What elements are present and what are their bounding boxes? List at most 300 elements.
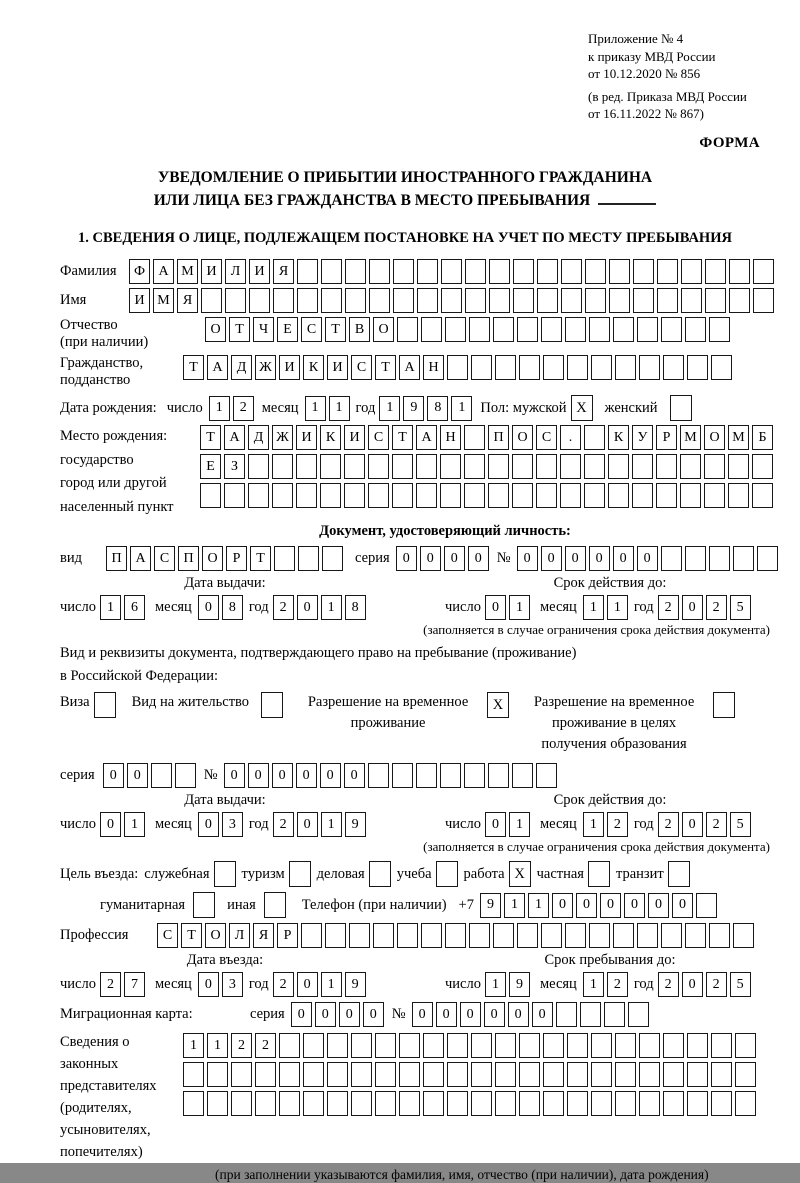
- char-cell[interactable]: [495, 1033, 516, 1058]
- char-cell[interactable]: [565, 923, 586, 948]
- char-cell[interactable]: [279, 1091, 300, 1116]
- char-cell[interactable]: [663, 355, 684, 380]
- char-cell[interactable]: 0: [396, 546, 417, 571]
- char-cell[interactable]: [519, 1033, 540, 1058]
- char-cell[interactable]: Л: [229, 923, 250, 948]
- char-cell[interactable]: К: [608, 425, 629, 450]
- char-cell[interactable]: [729, 259, 750, 284]
- char-cell[interactable]: [207, 1062, 228, 1087]
- char-cell[interactable]: [681, 288, 702, 313]
- char-cell[interactable]: 1: [607, 595, 628, 620]
- char-cell[interactable]: [591, 1091, 612, 1116]
- char-cell[interactable]: 0: [297, 812, 318, 837]
- char-cell[interactable]: [585, 259, 606, 284]
- char-cell[interactable]: [680, 454, 701, 479]
- char-cell[interactable]: 2: [233, 396, 254, 421]
- char-cell[interactable]: 0: [412, 1002, 433, 1027]
- char-cell[interactable]: [585, 288, 606, 313]
- char-cell[interactable]: [183, 1062, 204, 1087]
- char-cell[interactable]: С: [157, 923, 178, 948]
- char-cell[interactable]: [639, 355, 660, 380]
- temp-residence-checkbox[interactable]: Х: [487, 692, 509, 718]
- char-cell[interactable]: 1: [209, 396, 230, 421]
- char-cell[interactable]: [637, 923, 658, 948]
- char-cell[interactable]: [567, 355, 588, 380]
- char-cell[interactable]: 3: [222, 812, 243, 837]
- char-cell[interactable]: [464, 425, 485, 450]
- char-cell[interactable]: И: [327, 355, 348, 380]
- char-cell[interactable]: 1: [321, 595, 342, 620]
- char-cell[interactable]: [349, 923, 370, 948]
- char-cell[interactable]: Е: [200, 454, 221, 479]
- char-cell[interactable]: [345, 259, 366, 284]
- char-cell[interactable]: [728, 483, 749, 508]
- char-cell[interactable]: [705, 259, 726, 284]
- char-cell[interactable]: [272, 454, 293, 479]
- char-cell[interactable]: [543, 1062, 564, 1087]
- char-cell[interactable]: [711, 1033, 732, 1058]
- char-cell[interactable]: [447, 1033, 468, 1058]
- char-cell[interactable]: [615, 1091, 636, 1116]
- char-cell[interactable]: [274, 546, 295, 571]
- char-cell[interactable]: [351, 1091, 372, 1116]
- char-cell[interactable]: 1: [124, 812, 145, 837]
- char-cell[interactable]: [327, 1062, 348, 1087]
- char-cell[interactable]: 2: [255, 1033, 276, 1058]
- char-cell[interactable]: 2: [273, 595, 294, 620]
- char-cell[interactable]: М: [680, 425, 701, 450]
- char-cell[interactable]: [632, 454, 653, 479]
- char-cell[interactable]: [297, 288, 318, 313]
- char-cell[interactable]: [657, 259, 678, 284]
- char-cell[interactable]: П: [106, 546, 127, 571]
- char-cell[interactable]: [373, 923, 394, 948]
- char-cell[interactable]: [495, 355, 516, 380]
- char-cell[interactable]: [272, 483, 293, 508]
- char-cell[interactable]: [639, 1033, 660, 1058]
- char-cell[interactable]: Т: [375, 355, 396, 380]
- char-cell[interactable]: А: [224, 425, 245, 450]
- char-cell[interactable]: Т: [392, 425, 413, 450]
- char-cell[interactable]: [465, 259, 486, 284]
- char-cell[interactable]: 0: [339, 1002, 360, 1027]
- char-cell[interactable]: 2: [706, 812, 727, 837]
- char-cell[interactable]: [687, 1062, 708, 1087]
- char-cell[interactable]: [560, 454, 581, 479]
- char-cell[interactable]: 1: [583, 595, 604, 620]
- char-cell[interactable]: [589, 923, 610, 948]
- char-cell[interactable]: 9: [345, 972, 366, 997]
- purpose-tourism-checkbox[interactable]: [289, 861, 311, 887]
- char-cell[interactable]: П: [178, 546, 199, 571]
- purpose-transit-checkbox[interactable]: [668, 861, 690, 887]
- char-cell[interactable]: [440, 483, 461, 508]
- char-cell[interactable]: 2: [658, 595, 679, 620]
- char-cell[interactable]: 0: [344, 763, 365, 788]
- char-cell[interactable]: З: [224, 454, 245, 479]
- char-cell[interactable]: [656, 454, 677, 479]
- char-cell[interactable]: .: [560, 425, 581, 450]
- char-cell[interactable]: 0: [565, 546, 586, 571]
- char-cell[interactable]: [440, 454, 461, 479]
- purpose-official-checkbox[interactable]: [214, 861, 236, 887]
- char-cell[interactable]: [541, 317, 562, 342]
- char-cell[interactable]: [639, 1091, 660, 1116]
- char-cell[interactable]: Т: [325, 317, 346, 342]
- char-cell[interactable]: 2: [658, 812, 679, 837]
- char-cell[interactable]: 0: [485, 595, 506, 620]
- char-cell[interactable]: В: [349, 317, 370, 342]
- char-cell[interactable]: А: [130, 546, 151, 571]
- char-cell[interactable]: [696, 893, 717, 918]
- char-cell[interactable]: [519, 1091, 540, 1116]
- char-cell[interactable]: 0: [363, 1002, 384, 1027]
- char-cell[interactable]: 2: [100, 972, 121, 997]
- char-cell[interactable]: 0: [648, 893, 669, 918]
- char-cell[interactable]: Т: [183, 355, 204, 380]
- char-cell[interactable]: [447, 1062, 468, 1087]
- char-cell[interactable]: 0: [517, 546, 538, 571]
- char-cell[interactable]: [320, 454, 341, 479]
- char-cell[interactable]: [417, 259, 438, 284]
- char-cell[interactable]: [609, 259, 630, 284]
- char-cell[interactable]: [753, 259, 774, 284]
- char-cell[interactable]: [567, 1062, 588, 1087]
- char-cell[interactable]: 2: [706, 595, 727, 620]
- char-cell[interactable]: 0: [637, 546, 658, 571]
- char-cell[interactable]: 0: [198, 972, 219, 997]
- char-cell[interactable]: 1: [379, 396, 400, 421]
- char-cell[interactable]: [709, 317, 730, 342]
- char-cell[interactable]: [709, 546, 730, 571]
- char-cell[interactable]: [704, 454, 725, 479]
- char-cell[interactable]: [471, 1033, 492, 1058]
- char-cell[interactable]: [536, 483, 557, 508]
- char-cell[interactable]: А: [399, 355, 420, 380]
- char-cell[interactable]: [632, 483, 653, 508]
- char-cell[interactable]: 5: [730, 972, 751, 997]
- char-cell[interactable]: [628, 1002, 649, 1027]
- char-cell[interactable]: К: [320, 425, 341, 450]
- char-cell[interactable]: 0: [589, 546, 610, 571]
- char-cell[interactable]: Я: [253, 923, 274, 948]
- char-cell[interactable]: [303, 1033, 324, 1058]
- char-cell[interactable]: Р: [656, 425, 677, 450]
- char-cell[interactable]: [657, 288, 678, 313]
- char-cell[interactable]: 0: [100, 812, 121, 837]
- char-cell[interactable]: [661, 317, 682, 342]
- char-cell[interactable]: 1: [451, 396, 472, 421]
- char-cell[interactable]: Р: [277, 923, 298, 948]
- char-cell[interactable]: 1: [321, 812, 342, 837]
- char-cell[interactable]: [416, 763, 437, 788]
- char-cell[interactable]: 8: [427, 396, 448, 421]
- char-cell[interactable]: 0: [436, 1002, 457, 1027]
- char-cell[interactable]: [704, 483, 725, 508]
- char-cell[interactable]: 2: [658, 972, 679, 997]
- char-cell[interactable]: [325, 923, 346, 948]
- char-cell[interactable]: 9: [345, 812, 366, 837]
- char-cell[interactable]: [464, 454, 485, 479]
- char-cell[interactable]: Т: [250, 546, 271, 571]
- char-cell[interactable]: [375, 1091, 396, 1116]
- char-cell[interactable]: А: [207, 355, 228, 380]
- char-cell[interactable]: 9: [403, 396, 424, 421]
- char-cell[interactable]: 0: [532, 1002, 553, 1027]
- char-cell[interactable]: 0: [296, 763, 317, 788]
- char-cell[interactable]: [584, 483, 605, 508]
- char-cell[interactable]: 1: [207, 1033, 228, 1058]
- char-cell[interactable]: [752, 454, 773, 479]
- char-cell[interactable]: [556, 1002, 577, 1027]
- char-cell[interactable]: [584, 454, 605, 479]
- char-cell[interactable]: 9: [480, 893, 501, 918]
- char-cell[interactable]: [519, 355, 540, 380]
- char-cell[interactable]: [580, 1002, 601, 1027]
- char-cell[interactable]: У: [632, 425, 653, 450]
- purpose-work-checkbox[interactable]: Х: [509, 861, 531, 887]
- char-cell[interactable]: 0: [291, 1002, 312, 1027]
- study-residence-checkbox[interactable]: [713, 692, 735, 718]
- char-cell[interactable]: Т: [181, 923, 202, 948]
- char-cell[interactable]: [561, 288, 582, 313]
- char-cell[interactable]: [469, 317, 490, 342]
- char-cell[interactable]: [464, 483, 485, 508]
- char-cell[interactable]: [231, 1062, 252, 1087]
- char-cell[interactable]: 0: [624, 893, 645, 918]
- char-cell[interactable]: [248, 483, 269, 508]
- char-cell[interactable]: [397, 317, 418, 342]
- char-cell[interactable]: [735, 1091, 756, 1116]
- char-cell[interactable]: [417, 288, 438, 313]
- char-cell[interactable]: [663, 1033, 684, 1058]
- residence-permit-checkbox[interactable]: [261, 692, 283, 718]
- char-cell[interactable]: 0: [248, 763, 269, 788]
- char-cell[interactable]: 8: [222, 595, 243, 620]
- char-cell[interactable]: 0: [468, 546, 489, 571]
- char-cell[interactable]: [345, 288, 366, 313]
- char-cell[interactable]: 0: [297, 972, 318, 997]
- char-cell[interactable]: 0: [198, 812, 219, 837]
- char-cell[interactable]: С: [368, 425, 389, 450]
- char-cell[interactable]: [687, 355, 708, 380]
- char-cell[interactable]: [151, 763, 172, 788]
- char-cell[interactable]: [637, 317, 658, 342]
- char-cell[interactable]: [447, 1091, 468, 1116]
- char-cell[interactable]: [591, 355, 612, 380]
- char-cell[interactable]: [399, 1033, 420, 1058]
- char-cell[interactable]: [633, 288, 654, 313]
- char-cell[interactable]: [687, 1033, 708, 1058]
- char-cell[interactable]: [661, 546, 682, 571]
- char-cell[interactable]: 1: [485, 972, 506, 997]
- char-cell[interactable]: [368, 454, 389, 479]
- char-cell[interactable]: И: [344, 425, 365, 450]
- char-cell[interactable]: [613, 317, 634, 342]
- char-cell[interactable]: [512, 454, 533, 479]
- char-cell[interactable]: [423, 1091, 444, 1116]
- char-cell[interactable]: 0: [485, 812, 506, 837]
- char-cell[interactable]: 0: [103, 763, 124, 788]
- char-cell[interactable]: 0: [672, 893, 693, 918]
- char-cell[interactable]: [301, 923, 322, 948]
- char-cell[interactable]: [393, 259, 414, 284]
- char-cell[interactable]: [560, 483, 581, 508]
- char-cell[interactable]: А: [153, 259, 174, 284]
- visa-checkbox[interactable]: [94, 692, 116, 718]
- char-cell[interactable]: И: [296, 425, 317, 450]
- char-cell[interactable]: [296, 454, 317, 479]
- char-cell[interactable]: Н: [440, 425, 461, 450]
- char-cell[interactable]: [685, 546, 706, 571]
- char-cell[interactable]: [183, 1091, 204, 1116]
- char-cell[interactable]: [393, 288, 414, 313]
- char-cell[interactable]: [537, 288, 558, 313]
- char-cell[interactable]: [321, 288, 342, 313]
- char-cell[interactable]: 1: [583, 812, 604, 837]
- char-cell[interactable]: Я: [273, 259, 294, 284]
- char-cell[interactable]: О: [205, 317, 226, 342]
- char-cell[interactable]: [279, 1033, 300, 1058]
- char-cell[interactable]: Т: [229, 317, 250, 342]
- char-cell[interactable]: [517, 923, 538, 948]
- char-cell[interactable]: [399, 1091, 420, 1116]
- char-cell[interactable]: И: [279, 355, 300, 380]
- char-cell[interactable]: [728, 454, 749, 479]
- char-cell[interactable]: [327, 1091, 348, 1116]
- char-cell[interactable]: [735, 1062, 756, 1087]
- char-cell[interactable]: [298, 546, 319, 571]
- char-cell[interactable]: 2: [607, 972, 628, 997]
- char-cell[interactable]: М: [728, 425, 749, 450]
- char-cell[interactable]: [471, 355, 492, 380]
- char-cell[interactable]: [615, 355, 636, 380]
- char-cell[interactable]: [441, 288, 462, 313]
- char-cell[interactable]: С: [154, 546, 175, 571]
- char-cell[interactable]: Р: [226, 546, 247, 571]
- char-cell[interactable]: [567, 1033, 588, 1058]
- char-cell[interactable]: [541, 923, 562, 948]
- char-cell[interactable]: П: [488, 425, 509, 450]
- char-cell[interactable]: [604, 1002, 625, 1027]
- char-cell[interactable]: 0: [484, 1002, 505, 1027]
- char-cell[interactable]: 0: [613, 546, 634, 571]
- char-cell[interactable]: 0: [297, 595, 318, 620]
- purpose-business-checkbox[interactable]: [369, 861, 391, 887]
- char-cell[interactable]: [273, 288, 294, 313]
- char-cell[interactable]: [175, 763, 196, 788]
- char-cell[interactable]: [464, 763, 485, 788]
- char-cell[interactable]: [201, 288, 222, 313]
- char-cell[interactable]: [543, 355, 564, 380]
- char-cell[interactable]: [512, 763, 533, 788]
- char-cell[interactable]: [513, 259, 534, 284]
- char-cell[interactable]: [512, 483, 533, 508]
- char-cell[interactable]: С: [536, 425, 557, 450]
- char-cell[interactable]: 0: [420, 546, 441, 571]
- char-cell[interactable]: [471, 1062, 492, 1087]
- char-cell[interactable]: 2: [231, 1033, 252, 1058]
- char-cell[interactable]: Н: [423, 355, 444, 380]
- char-cell[interactable]: [633, 259, 654, 284]
- char-cell[interactable]: [584, 425, 605, 450]
- char-cell[interactable]: 1: [100, 595, 121, 620]
- char-cell[interactable]: [296, 483, 317, 508]
- char-cell[interactable]: 9: [509, 972, 530, 997]
- char-cell[interactable]: С: [351, 355, 372, 380]
- char-cell[interactable]: Л: [225, 259, 246, 284]
- char-cell[interactable]: [591, 1033, 612, 1058]
- char-cell[interactable]: [399, 1062, 420, 1087]
- char-cell[interactable]: 1: [583, 972, 604, 997]
- char-cell[interactable]: [639, 1062, 660, 1087]
- char-cell[interactable]: [733, 546, 754, 571]
- char-cell[interactable]: [615, 1033, 636, 1058]
- char-cell[interactable]: [753, 288, 774, 313]
- char-cell[interactable]: [369, 259, 390, 284]
- char-cell[interactable]: [608, 454, 629, 479]
- char-cell[interactable]: [423, 1033, 444, 1058]
- char-cell[interactable]: [495, 1062, 516, 1087]
- char-cell[interactable]: [519, 1062, 540, 1087]
- char-cell[interactable]: 0: [224, 763, 245, 788]
- char-cell[interactable]: 0: [682, 595, 703, 620]
- char-cell[interactable]: [327, 1033, 348, 1058]
- char-cell[interactable]: [752, 483, 773, 508]
- char-cell[interactable]: А: [416, 425, 437, 450]
- char-cell[interactable]: [687, 1091, 708, 1116]
- char-cell[interactable]: [685, 317, 706, 342]
- char-cell[interactable]: [711, 1062, 732, 1087]
- char-cell[interactable]: [322, 546, 343, 571]
- char-cell[interactable]: [423, 1062, 444, 1087]
- char-cell[interactable]: 0: [600, 893, 621, 918]
- char-cell[interactable]: [615, 1062, 636, 1087]
- char-cell[interactable]: [513, 288, 534, 313]
- char-cell[interactable]: 1: [509, 812, 530, 837]
- char-cell[interactable]: [591, 1062, 612, 1087]
- char-cell[interactable]: 8: [345, 595, 366, 620]
- char-cell[interactable]: 0: [460, 1002, 481, 1027]
- char-cell[interactable]: [608, 483, 629, 508]
- char-cell[interactable]: [465, 288, 486, 313]
- char-cell[interactable]: [421, 317, 442, 342]
- char-cell[interactable]: [447, 355, 468, 380]
- char-cell[interactable]: О: [205, 923, 226, 948]
- char-cell[interactable]: [249, 288, 270, 313]
- char-cell[interactable]: О: [373, 317, 394, 342]
- char-cell[interactable]: [680, 483, 701, 508]
- char-cell[interactable]: Ф: [129, 259, 150, 284]
- char-cell[interactable]: 2: [273, 972, 294, 997]
- char-cell[interactable]: [488, 483, 509, 508]
- char-cell[interactable]: [663, 1062, 684, 1087]
- char-cell[interactable]: [445, 317, 466, 342]
- char-cell[interactable]: 0: [444, 546, 465, 571]
- char-cell[interactable]: [536, 763, 557, 788]
- char-cell[interactable]: М: [153, 288, 174, 313]
- char-cell[interactable]: Д: [231, 355, 252, 380]
- char-cell[interactable]: [733, 923, 754, 948]
- char-cell[interactable]: [543, 1091, 564, 1116]
- char-cell[interactable]: И: [201, 259, 222, 284]
- char-cell[interactable]: [375, 1033, 396, 1058]
- char-cell[interactable]: [711, 355, 732, 380]
- char-cell[interactable]: [320, 483, 341, 508]
- char-cell[interactable]: [416, 483, 437, 508]
- char-cell[interactable]: К: [303, 355, 324, 380]
- char-cell[interactable]: [709, 923, 730, 948]
